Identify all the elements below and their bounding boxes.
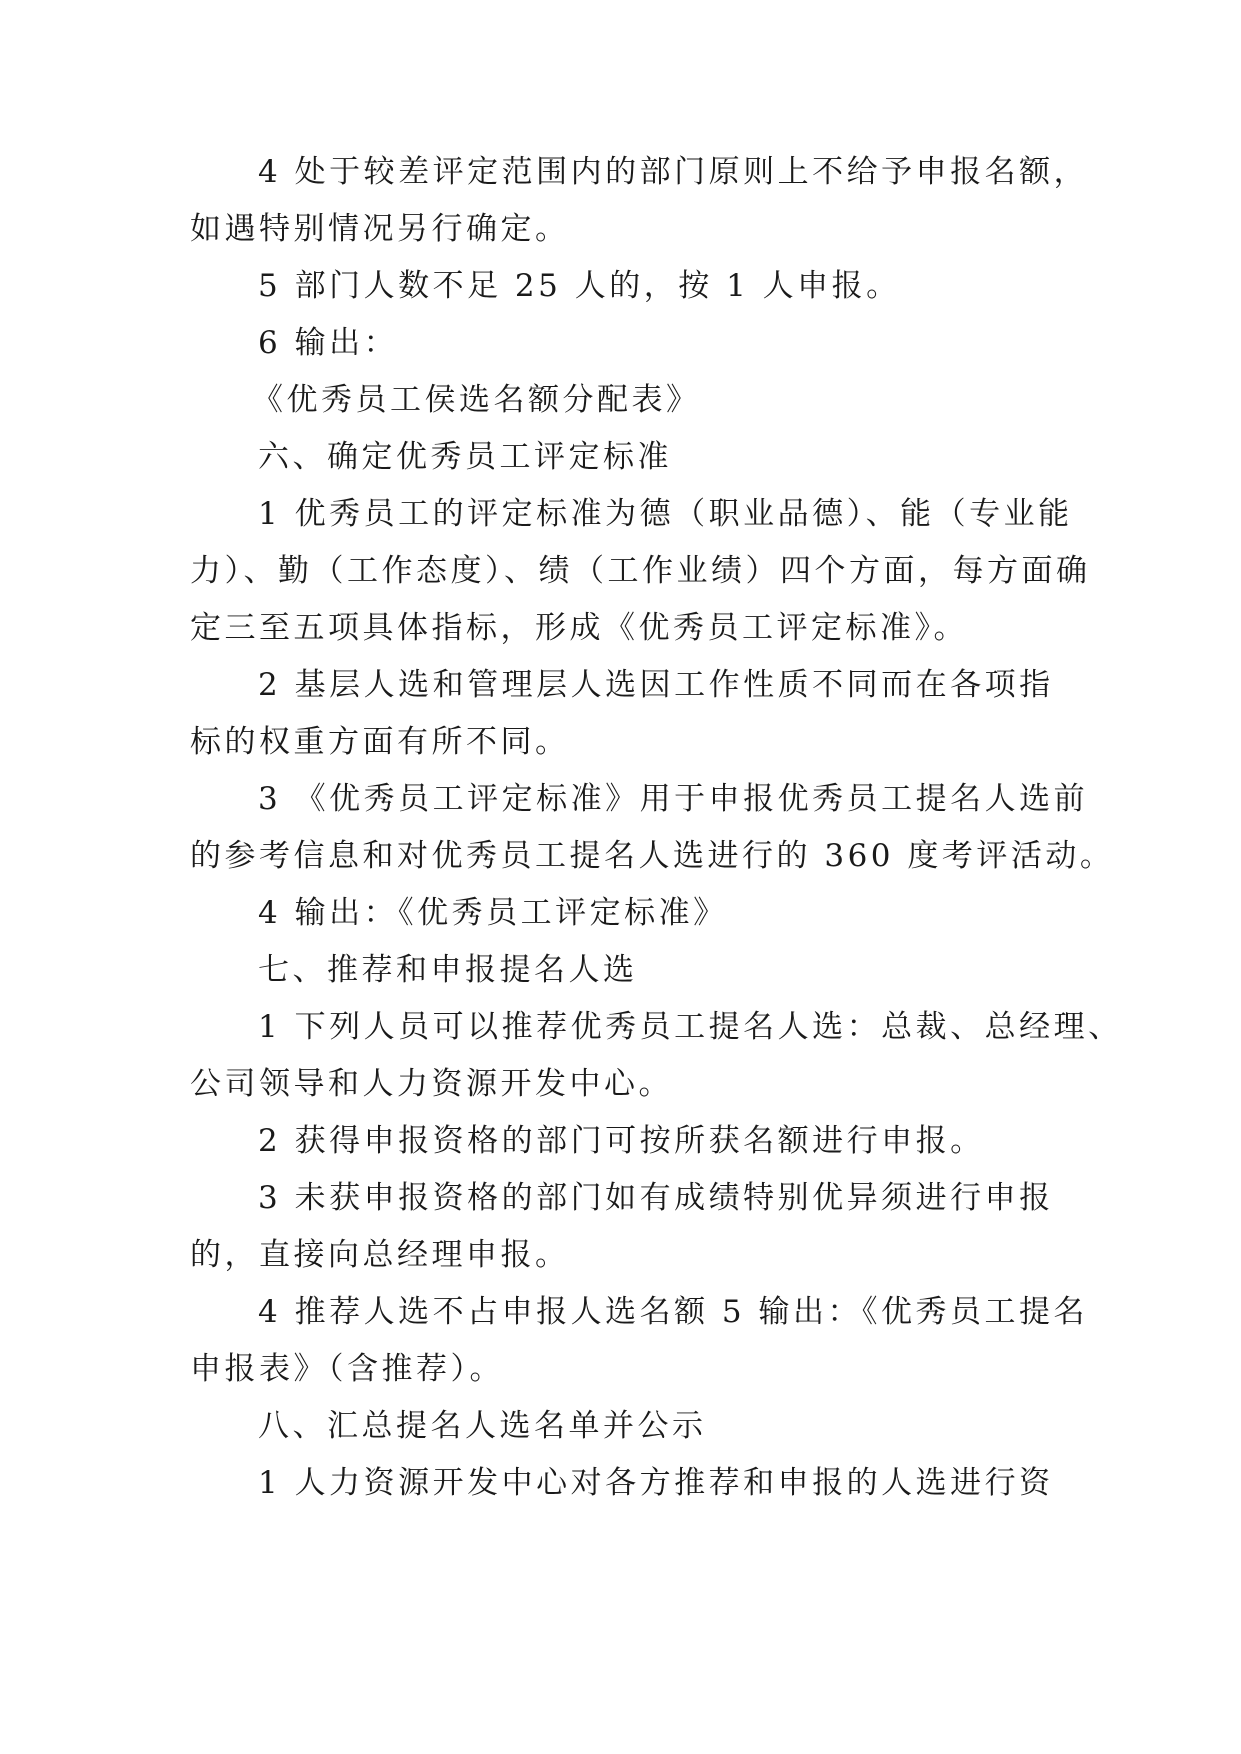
paragraph-line: 3 《优秀员工评定标准》用于申报优秀员工提名人选前 — [258, 781, 1089, 817]
paragraph-line: 1 人力资源开发中心对各方推荐和申报的人选进行资 — [258, 1465, 1054, 1501]
paragraph-line: 标的权重方面有所不同。 — [190, 724, 570, 760]
section-heading: 八、汇总提名人选名单并公示 — [258, 1408, 707, 1444]
paragraph-line: 《优秀员工侯选名额分配表》 — [252, 382, 701, 418]
paragraph-line: 2 基层人选和管理层人选因工作性质不同而在各项指 — [258, 667, 1054, 703]
paragraph-line: 6 输出： — [258, 325, 399, 361]
paragraph-line: 定三至五项具体指标，形成《优秀员工评定标准》。 — [190, 610, 968, 646]
paragraph-line: 的，直接向总经理申报。 — [190, 1237, 570, 1273]
paragraph-line: 4 推荐人选不占申报人选名额 5 输出：《优秀员工提名 — [258, 1294, 1089, 1330]
section-heading: 六、确定优秀员工评定标准 — [258, 439, 672, 475]
paragraph-line: 的参考信息和对优秀员工提名人选进行的 360 度考评活动。 — [190, 838, 1115, 874]
paragraph-line: 申报表》（含推荐）。 — [190, 1351, 504, 1387]
paragraph-line: 1 下列人员可以推荐优秀员工提名人选：总裁、总经理、 — [258, 1009, 1123, 1045]
section-heading: 七、推荐和申报提名人选 — [258, 952, 638, 988]
paragraph-line: 1 优秀员工的评定标准为德（职业品德）、能（专业能 — [258, 496, 1073, 532]
paragraph-line: 5 部门人数不足 25 人的，按 1 人申报。 — [258, 268, 901, 304]
paragraph-line: 4 处于较差评定范围内的部门原则上不给予申报名额， — [258, 154, 1089, 190]
paragraph-line: 3 未获申报资格的部门如有成绩特别优异须进行申报 — [258, 1180, 1054, 1216]
paragraph-line: 力）、勤（工作态度）、绩（工作业绩）四个方面，每方面确 — [190, 553, 1091, 589]
paragraph-line: 公司领导和人力资源开发中心。 — [190, 1066, 673, 1102]
paragraph-line: 2 获得申报资格的部门可按所获名额进行申报。 — [258, 1123, 985, 1159]
paragraph-line: 如遇特别情况另行确定。 — [190, 211, 570, 247]
paragraph-line: 4 输出：《优秀员工评定标准》 — [258, 895, 728, 931]
